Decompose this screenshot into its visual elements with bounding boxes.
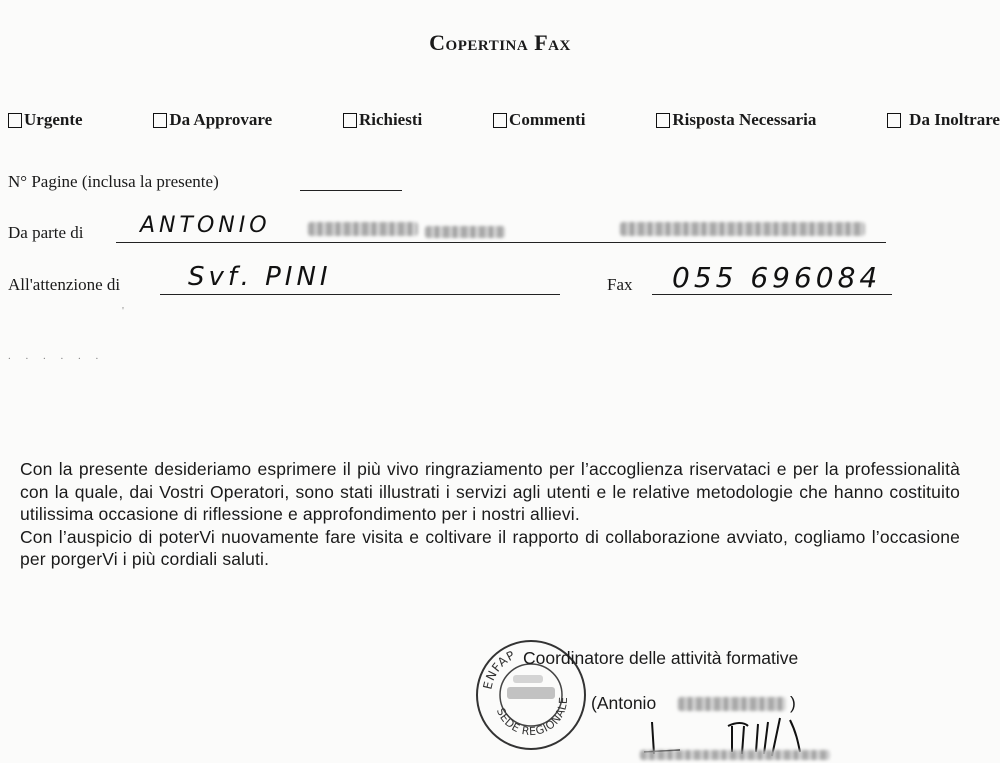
attention-input-line[interactable] [160,294,560,295]
redacted-from-detail [425,226,505,238]
from-handwritten-value: ANTONIO [140,213,271,238]
checkbox-label: Commenti [509,110,586,129]
checkbox-label: Da Approvare [169,110,273,129]
checkbox-box[interactable] [887,113,901,128]
signature-name-close: ) [790,693,796,713]
checkbox-box[interactable] [656,113,670,128]
fax-label: Fax [607,275,633,294]
checkbox-da-inoltrare[interactable] [887,110,1000,130]
checkbox-commenti[interactable] [493,110,585,130]
checkbox-label: Urgente [24,110,83,129]
checkbox-row [8,110,1000,130]
svg-text:SEDE REGIONALE [494,696,570,738]
stamp-top-text: ENFAP [480,647,518,691]
checkbox-box[interactable] [343,113,357,128]
redacted-signature-subtext [640,750,830,760]
redacted-from-surname [308,222,418,236]
body-paragraph-2: Con l’auspicio di poterVi nuovamente fare visita e coltivare il rapporto di collaborazione avviato, cogliamo l’occasione per porgerVi i più cordiali saluti. [20,526,960,569]
page-title: Copertina Fax [429,30,571,55]
from-label: Da parte di [8,223,84,242]
signature-role: Coordinatore delle attività formative [523,648,799,668]
redacted-from-org [620,222,865,236]
scan-speck: . . . . . . [8,350,105,362]
checkbox-label: Da Inoltrare [909,110,1000,129]
body-paragraph-1: Con la presente desideriamo esprimere il più vivo ringraziamento per l’accoglienza riservataci e per la professionalità con la quale, dai Vostri Operatori, sono stati illustrati i servizi agli utenti e le relative metodologie che hanno costituito utilissima occasione di riflessione e approfondimento per i nostri allievi. [20,459,960,524]
checkbox-box[interactable] [153,113,167,128]
checkbox-box[interactable] [493,113,507,128]
checkbox-richiesti[interactable] [343,110,422,130]
scan-speck: ' [122,305,124,317]
checkbox-box[interactable] [8,113,22,128]
letter-body [20,458,960,571]
checkbox-urgente[interactable] [8,110,83,130]
checkbox-label: Risposta Necessaria [672,110,817,129]
stamp-bottom-text: SEDE REGIONALE [493,696,571,739]
from-input-line[interactable] [116,242,886,243]
redacted-signatory-surname [678,697,786,711]
checkbox-risposta-necessaria[interactable] [656,110,816,130]
signature-name: (Antonio [591,693,657,713]
attention-handwritten-value: Svf. PINI [188,262,332,292]
pages-label: N° Pagine (inclusa la presente) [8,172,219,191]
checkbox-da-approvare[interactable] [153,110,272,130]
fax-input-line[interactable] [652,294,892,295]
pages-input-line[interactable] [300,190,402,191]
attention-label: All'attenzione di [8,275,121,294]
fax-handwritten-value: 055 696084 [672,261,882,294]
checkbox-label: Richiesti [358,110,423,129]
svg-text:ENFAP [480,648,517,691]
